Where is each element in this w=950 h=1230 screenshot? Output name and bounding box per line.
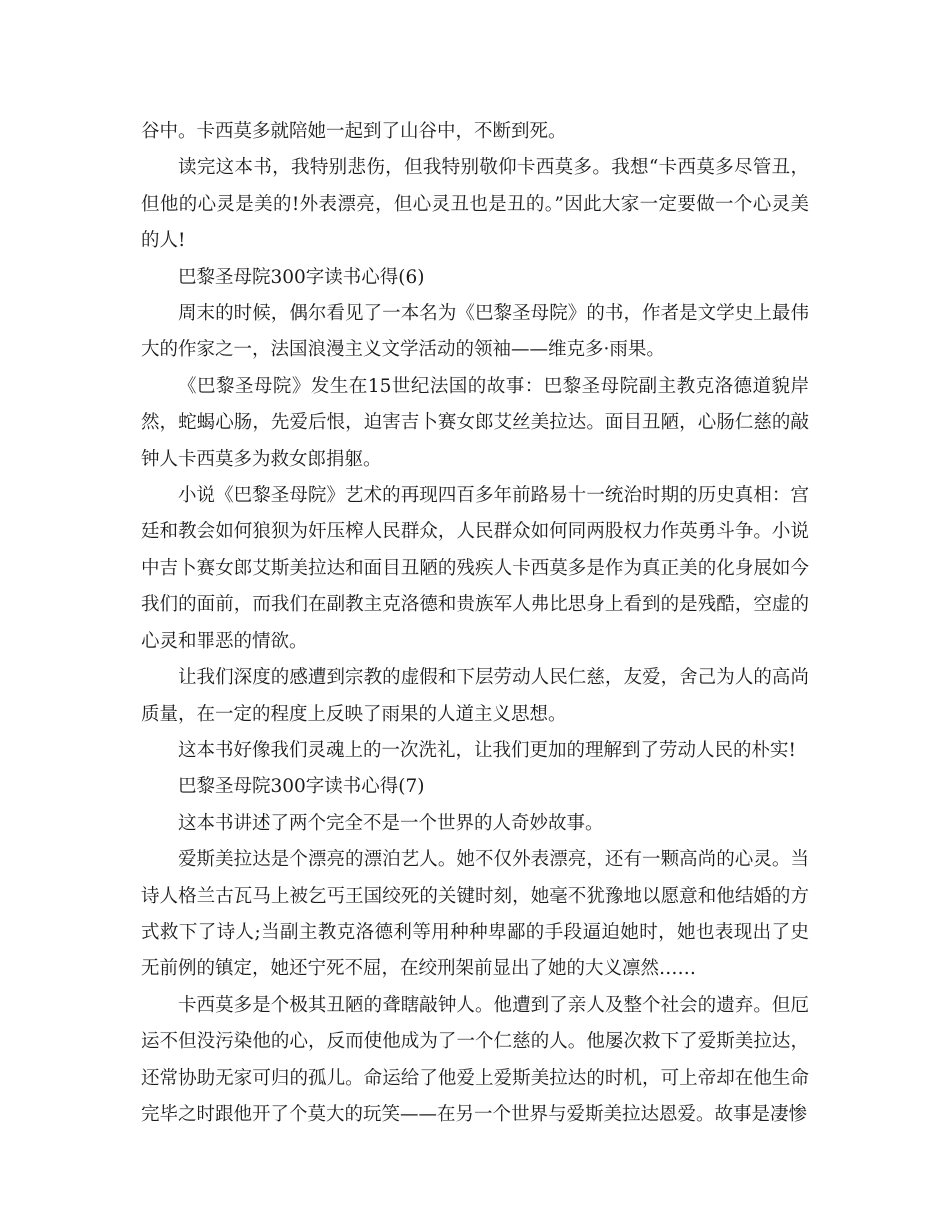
- document-body: [141, 114, 809, 1133]
- paragraph: 这本书好像我们灵魂上的一次洗礼，让我们更加的理解到了劳动人民的朴实!: [178, 739, 796, 761]
- paragraph: 卡西莫多是个极其丑陋的聋瞎敲钟人。他遭到了亲人及整个社会的遗弃。但厄运不但没污染他的心，反而使他成为了一个仁慈的人。他屡次救下了爱斯美拉达，还常协助无家可归的孤儿。命运给了他爱上爱斯美拉达的时机，可上帝却在他生命完毕之时跟他开了个莫大的玩笑——在另一个世界与爱斯美拉达恩爱。故事是凄惨: [141, 994, 809, 1125]
- paragraph: 让我们深度的感遭到宗教的虚假和下层劳动人民仁慈，友爱，舍己为人的高尚质量，在一定的程度上反映了雨果的人道主义思想。: [141, 667, 809, 725]
- paragraph: 周末的时候，偶尔看见了一本名为《巴黎圣母院》的书，作者是文学史上最伟大的作家之一，法国浪漫主义文学活动的领袖——维克多·雨果。: [141, 303, 809, 361]
- paragraph: 这本书讲述了两个完全不是一个世界的人奇妙故事。: [178, 812, 604, 834]
- section-heading: 巴黎圣母院300字读书心得(7): [178, 776, 425, 798]
- paragraph: 爱斯美拉达是个漂亮的漂泊艺人。她不仅外表漂亮，还有一颗高尚的心灵。当诗人格兰古瓦马上被乞丐王国绞死的关键时刻，她毫不犹豫地以愿意和他结婚的方式救下了诗人;当副主教克洛德利等用种种卑鄙的手段逼迫她时，她也表现出了史无前例的镇定，她还宁死不屈，在绞刑架前显出了她的大义凛然……: [141, 849, 809, 980]
- paragraph: 《巴黎圣母院》发生在15世纪法国的故事：巴黎圣母院副主教克洛德道貌岸然，蛇蝎心肠，先爱后恨，迫害吉卜赛女郎艾丝美拉达。面目丑陋，心肠仁慈的敲钟人卡西莫多为救女郎捐躯。: [141, 375, 809, 470]
- paragraph: 小说《巴黎圣母院》艺术的再现四百多年前路易十一统治时期的历史真相：宫廷和教会如何狼狈为奸压榨人民群众，人民群众如何同两股权力作英勇斗争。小说中吉卜赛女郎艾斯美拉达和面目丑陋的残疾人卡西莫多是作为真正美的化身展如今我们的面前，而我们在副教主克洛德和贵族军人弗比思身上看到的是残酷，空虚的心灵和罪恶的情欲。: [141, 485, 809, 652]
- paragraph-continuation: 谷中。卡西莫多就陪她一起到了山谷中，不断到死。: [141, 121, 567, 142]
- paragraph: 读完这本书，我特别悲伤，但我特别敬仰卡西莫多。我想“卡西莫多尽管丑，但他的心灵是美的!外表漂亮，但心灵丑也是丑的。”因此大家一定要做一个心灵美的人!: [141, 157, 809, 252]
- section-heading: 巴黎圣母院300字读书心得(6): [178, 266, 425, 288]
